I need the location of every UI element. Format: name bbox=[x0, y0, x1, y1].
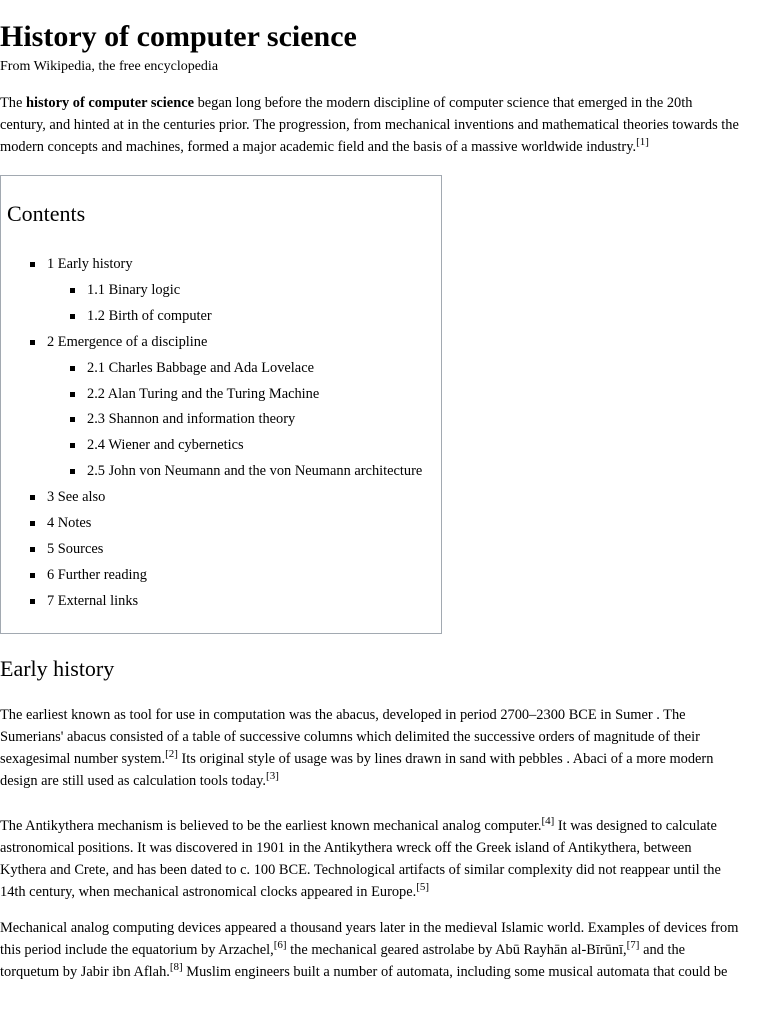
bullet-icon bbox=[30, 340, 35, 345]
body-paragraph bbox=[0, 704, 768, 792]
body-paragraph bbox=[0, 815, 768, 903]
page-tagline: From Wikipedia, the free encyclopedia bbox=[0, 59, 219, 74]
paragraph-text: 14th century, when mechanical astronomical clocks appeared in Europe. bbox=[0, 884, 417, 900]
bullet-icon bbox=[30, 262, 35, 267]
intro-text: The bbox=[0, 95, 26, 111]
bullet-icon bbox=[30, 599, 35, 604]
citation-link[interactable]: [4] bbox=[541, 815, 555, 827]
bullet-icon bbox=[30, 495, 35, 500]
bullet-icon bbox=[70, 417, 75, 422]
toc-link[interactable]: 2.3 Shannon and information theory bbox=[87, 411, 296, 428]
bullet-icon bbox=[70, 443, 75, 448]
toc-link[interactable]: 2.5 John von Neumann and the von Neumann architecture bbox=[87, 463, 423, 480]
intro-text: began long before the modern discipline of computer science that emerged in the 20th bbox=[193, 95, 693, 111]
toc-link[interactable]: 2.4 Wiener and cybernetics bbox=[87, 437, 244, 454]
toc-link[interactable]: 3 See also bbox=[47, 489, 106, 506]
bullet-icon bbox=[30, 547, 35, 552]
toc-item[interactable] bbox=[87, 462, 422, 480]
toc-item[interactable] bbox=[47, 488, 105, 506]
intro-line bbox=[0, 136, 768, 158]
toc-item[interactable] bbox=[47, 592, 138, 610]
paragraph-line bbox=[0, 770, 768, 792]
paragraph-line: The earliest known as tool for use in computation was the abacus, developed in period 2700–2300 BCE in Sumer . The bbox=[0, 707, 686, 723]
citation-link[interactable]: [2] bbox=[165, 748, 178, 760]
intro-line bbox=[0, 92, 768, 114]
citation-link[interactable]: [6] bbox=[273, 939, 287, 951]
toc-item[interactable] bbox=[47, 514, 91, 532]
toc-item[interactable] bbox=[47, 540, 103, 558]
citation-link[interactable]: [1] bbox=[636, 136, 649, 148]
toc-link[interactable]: 6 Further reading bbox=[47, 566, 147, 583]
paragraph-line bbox=[0, 815, 768, 837]
paragraph-text: The Antikythera mechanism is believed to be the earliest known mechanical analog computer. bbox=[0, 818, 542, 834]
toc-item[interactable] bbox=[87, 359, 314, 377]
toc-item[interactable] bbox=[47, 255, 133, 273]
paragraph-text: It was designed to calculate bbox=[554, 818, 717, 834]
intro-bold-term: history of computer science bbox=[25, 95, 194, 111]
body-paragraph bbox=[0, 917, 768, 983]
paragraph-line bbox=[0, 748, 768, 770]
citation-link[interactable]: [7] bbox=[626, 939, 640, 951]
citation-link[interactable]: [3] bbox=[266, 770, 279, 782]
bullet-icon bbox=[70, 392, 75, 397]
paragraph-text: Its original style of usage was by lines drawn in sand with pebbles . Abaci of a more modern bbox=[177, 751, 714, 767]
toc-item[interactable] bbox=[87, 436, 244, 454]
toc-title: Contents bbox=[7, 201, 86, 226]
toc-item[interactable] bbox=[87, 281, 180, 299]
bullet-icon bbox=[70, 366, 75, 371]
intro-text: modern concepts and machines, formed a major academic field and the basis of a massive worldwide industry. bbox=[0, 139, 637, 155]
paragraph-text: the mechanical geared astrolabe by Abū Rayhān al-Bīrūnī, bbox=[286, 942, 627, 958]
toc-link[interactable]: 2.1 Charles Babbage and Ada Lovelace bbox=[87, 359, 314, 376]
toc-link[interactable]: 4 Notes bbox=[47, 515, 92, 531]
paragraph-line: Mechanical analog computing devices appeared a thousand years later in the medieval Islamic world. Examples of devices from bbox=[0, 920, 739, 936]
toc-link[interactable]: 2 Emergence of a discipline bbox=[47, 333, 208, 350]
intro-line: century, and hinted at in the centuries prior. The progression, from mechanical inventions and mathematical theories towards the bbox=[0, 117, 739, 133]
toc-item[interactable] bbox=[87, 410, 295, 428]
toc-link[interactable]: 5 Sources bbox=[47, 540, 104, 557]
bullet-icon bbox=[30, 573, 35, 578]
toc-item[interactable] bbox=[47, 333, 207, 351]
toc-link[interactable]: 7 External links bbox=[47, 592, 139, 609]
toc-item[interactable] bbox=[47, 566, 147, 584]
toc-item[interactable] bbox=[87, 307, 212, 325]
bullet-icon bbox=[70, 314, 75, 319]
paragraph-text: and the bbox=[639, 942, 686, 958]
paragraph-text: torquetum by Jabir ibn Aflah. bbox=[0, 964, 170, 980]
paragraph-line bbox=[0, 961, 768, 983]
paragraph-text: sexagesimal number system. bbox=[0, 751, 166, 767]
citation-link[interactable]: [8] bbox=[169, 961, 183, 973]
paragraph-line: Sumerians' abacus consisted of a table of successive columns which delimited the successive orders of magnitude of their bbox=[0, 729, 700, 745]
toc-link[interactable]: 1.1 Binary logic bbox=[87, 281, 181, 298]
section-heading-early-history: Early history bbox=[0, 656, 115, 681]
intro-paragraph bbox=[0, 92, 768, 158]
paragraph-text: Muslim engineers built a number of automata, including some musical automata that could be bbox=[182, 964, 728, 980]
paragraph-text: design are still used as calculation tools today. bbox=[0, 773, 267, 789]
paragraph-line: Kythera and Crete, and has been dated to c. 100 BCE. Technological artifacts of similar complexity did not reappear until the bbox=[0, 862, 721, 878]
page-title: History of computer science bbox=[0, 20, 357, 53]
bullet-icon bbox=[70, 288, 75, 293]
table-of-contents bbox=[0, 175, 442, 634]
paragraph-text: this period include the equatorium by Arzachel, bbox=[0, 942, 274, 958]
toc-link[interactable]: 1 Early history bbox=[47, 256, 133, 272]
paragraph-line bbox=[0, 939, 768, 961]
bullet-icon bbox=[30, 521, 35, 526]
paragraph-line bbox=[0, 881, 768, 903]
paragraph-line: astronomical positions. It was discovered in 1901 in the Antikythera wreck off the Greek island of Antikythera, between bbox=[0, 840, 692, 856]
toc-item[interactable] bbox=[87, 385, 319, 403]
toc-link[interactable]: 1.2 Birth of computer bbox=[87, 307, 212, 324]
citation-link[interactable]: [5] bbox=[416, 881, 430, 893]
toc-link[interactable]: 2.2 Alan Turing and the Turing Machine bbox=[87, 385, 320, 402]
bullet-icon bbox=[70, 469, 75, 474]
